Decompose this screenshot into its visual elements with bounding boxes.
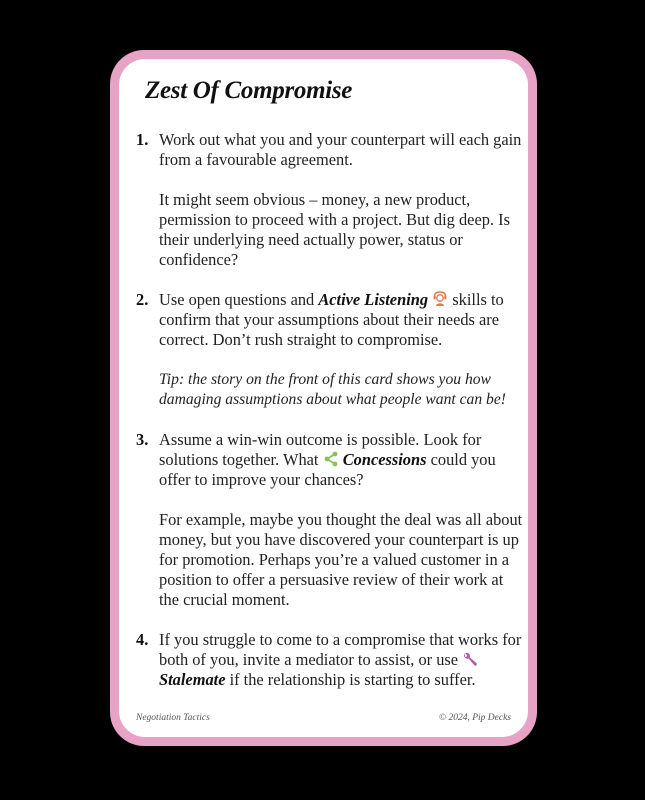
step-number: 4. [136, 630, 149, 649]
card-title: Zest Of Compromise [145, 77, 353, 104]
listening-person-icon [432, 291, 448, 307]
card-face [119, 59, 528, 737]
text-segment: skills to confirm that your assumptions about their needs are correct. Don’t rush straight to compromise. [159, 290, 504, 349]
tactic-card [110, 50, 537, 746]
step-number: 1. [136, 130, 149, 149]
text-segment: if the relationship is starting to suffer. [225, 670, 476, 689]
reference-active-listening[interactable]: Active Listening [318, 290, 429, 309]
steps-list [136, 130, 526, 690]
step-text [159, 630, 526, 690]
reference-concessions[interactable]: Concessions [342, 450, 427, 469]
step-number: 2. [136, 290, 149, 309]
step-4 [136, 630, 526, 690]
wrench-icon [462, 651, 478, 667]
step-text: Work out what you and your counterpart will each gain from a favourable agreement. [159, 130, 522, 169]
step-text [159, 290, 526, 350]
tip-text: Tip: the story on the front of this card shows you how damaging assumptions about what people want can be! [159, 371, 506, 408]
step-3 [136, 430, 526, 610]
text-segment: If you struggle to come to a compromise that works for both of you, invite a mediator to assist, or use [159, 630, 522, 669]
share-nodes-icon [323, 451, 339, 467]
text-segment: could you offer to improve your chances? [159, 450, 496, 489]
copyright: © 2024, Pip Decks [438, 713, 511, 723]
step-text [159, 430, 526, 490]
step-detail: For example, maybe you thought the deal was all about money, but you have discovered your counterpart is up for promotion. Perhaps you’re a valued customer in a position to offer a persuasive review of their work at the crucial moment. [159, 510, 523, 609]
step-detail: It might seem obvious – money, a new product, permission to proceed with a project. But dig deep. Is their underlying need actually power, status or confidence? [159, 190, 510, 269]
text-segment: Assume a win-win outcome is possible. Look for solutions together. What [159, 430, 482, 469]
reference-stalemate[interactable]: Stalemate [159, 670, 226, 689]
step-1 [136, 130, 526, 270]
deck-name: Negotiation Tactics [136, 713, 210, 723]
step-2 [136, 290, 526, 410]
card-footer [136, 713, 511, 723]
step-number: 3. [136, 430, 149, 449]
text-segment: Use open questions and [159, 290, 319, 309]
